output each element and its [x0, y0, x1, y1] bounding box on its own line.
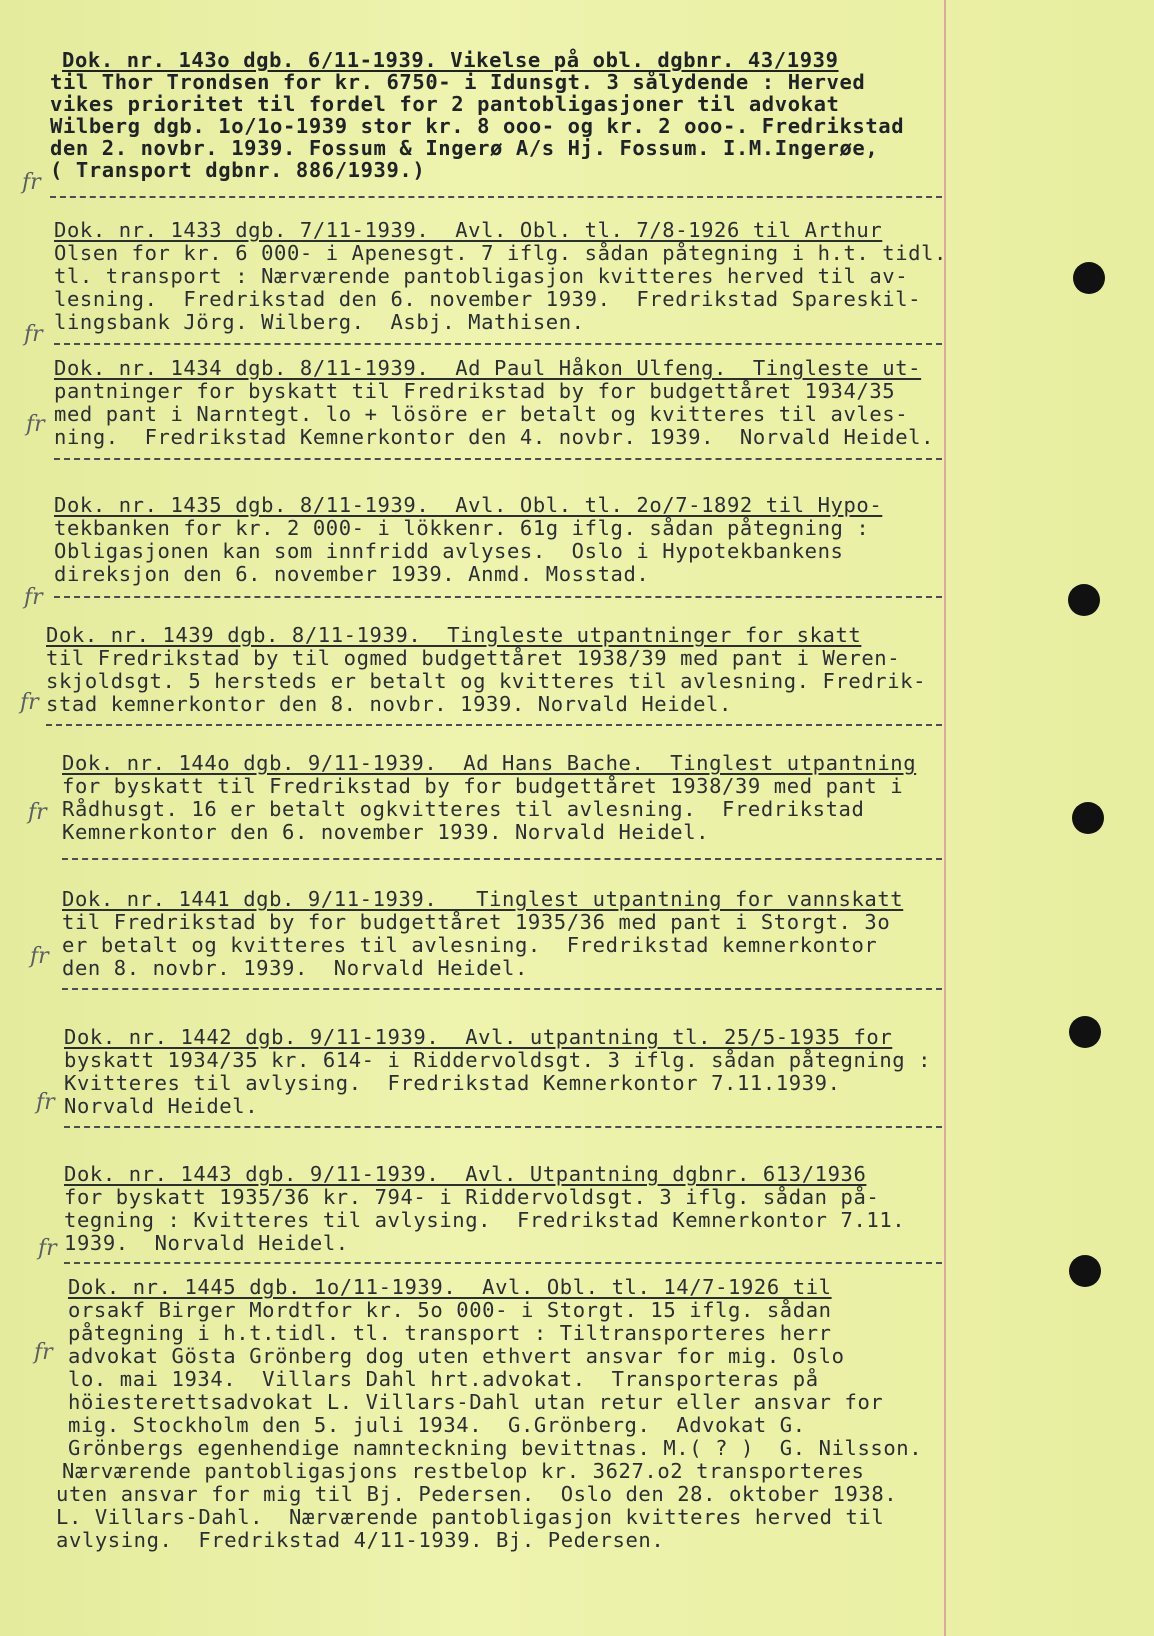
- punch-hole: [1069, 1016, 1101, 1048]
- entry-line: tegning : Kvitteres til avlysing. Fredrikstad Kemnerkontor 7.11.: [64, 1208, 906, 1232]
- entry-line: L. Villars-Dahl. Nærværende pantobligasjon kvitteres herved til: [56, 1505, 885, 1529]
- separator: [54, 343, 942, 345]
- entry-line: stad kemnerkontor den 8. novbr. 1939. Norvald Heidel.: [46, 692, 732, 716]
- punch-hole: [1073, 262, 1105, 294]
- entry-line: Grönbergs egenhendige namnteckning bevittnas. M.( ? ) G. Nilsson.: [68, 1436, 923, 1460]
- entry-line: Rådhusgt. 16 er betalt ogkvitteres til avlesning. Fredrikstad: [62, 797, 865, 821]
- separator: [64, 1126, 942, 1128]
- entry-line: byskatt 1934/35 kr. 614- i Riddervoldsgt. 3 iflg. sådan påtegning :: [64, 1048, 932, 1072]
- margin-initials: fr: [26, 412, 45, 437]
- entry-line: til Fredrikstad by for budgettåret 1935/36 med pant i Storgt. 3o: [62, 910, 891, 934]
- entry-line: 1939. Norvald Heidel.: [64, 1231, 349, 1255]
- entry-line: orsakf Birger Mordtfor kr. 5o 000- i Storgt. 15 iflg. sådan: [68, 1298, 832, 1322]
- separator: [46, 724, 942, 726]
- entry-line: höiesterettsadvokat L. Villars-Dahl utan retur eller ansvar for: [68, 1390, 884, 1414]
- punch-hole: [1068, 584, 1100, 616]
- separator: [50, 196, 942, 198]
- entry-line: Dok. nr. 1445 dgb. 1o/11-1939. Avl. Obl. tl. 14/7-1926 til: [68, 1275, 832, 1299]
- margin-initials: fr: [30, 944, 49, 969]
- margin-initials: fr: [28, 800, 47, 825]
- separator: [62, 858, 942, 860]
- entry-line: til Fredrikstad by til ogmed budgettåret 1938/39 med pant i Weren-: [46, 646, 901, 670]
- entry-line: er betalt og kvitteres til avlesning. Fredrikstad kemnerkontor: [62, 933, 878, 957]
- entry-line: lesning. Fredrikstad den 6. november 1939. Fredrikstad Spareskil-: [54, 287, 922, 311]
- entry-line: tekbanken for kr. 2 000- i lökkenr. 61g iflg. sådan påtegning :: [54, 516, 870, 540]
- entry-line: tl. transport : Nærværende pantobligasjon kvitteres herved til av-: [54, 264, 909, 288]
- entry-line: Dok. nr. 143o dgb. 6/11-1939. Vikelse på obl. dgbnr. 43/1939: [62, 48, 839, 72]
- entry-line: uten ansvar for mig til Bj. Pedersen. Oslo den 28. oktober 1938.: [56, 1482, 898, 1506]
- entry-line: direksjon den 6. november 1939. Anmd. Mosstad.: [54, 562, 650, 586]
- entry-line: Nærværende pantobligasjons restbelop kr. 3627.o2 transporteres: [62, 1459, 865, 1483]
- entry-line: Dok. nr. 1435 dgb. 8/11-1939. Avl. Obl. tl. 2o/7-1892 til Hypo-: [54, 493, 883, 517]
- entry-line: ning. Fredrikstad Kemnerkontor den 4. novbr. 1939. Norvald Heidel.: [54, 425, 935, 449]
- entry-line: med pant i Narntegt. lo + lösöre er betalt og kvitteres til avles-: [54, 402, 909, 426]
- margin-initials: fr: [38, 1236, 57, 1261]
- punch-hole: [1072, 802, 1104, 834]
- entry-line: ( Transport dgbnr. 886/1939.): [50, 158, 426, 182]
- entry-line: for byskatt til Fredrikstad by for budgettåret 1938/39 med pant i: [62, 774, 904, 798]
- margin-initials: fr: [20, 690, 39, 715]
- entry-line: Dok. nr. 1441 dgb. 9/11-1939. Tinglest utpantning for vannskatt: [62, 887, 904, 911]
- margin-initials: fr: [22, 170, 41, 195]
- entry-line: Dok. nr. 1443 dgb. 9/11-1939. Avl. Utpantning dgbnr. 613/1936: [64, 1162, 867, 1186]
- entry-line: Norvald Heidel.: [64, 1094, 259, 1118]
- punch-hole: [1069, 1255, 1101, 1287]
- entry-line: advokat Gösta Grönberg dog uten ethvert ansvar for mig. Oslo: [68, 1344, 845, 1368]
- separator: [64, 1262, 942, 1264]
- entry-line: den 2. novbr. 1939. Fossum & Ingerø A/s Hj. Fossum. I.M.Ingerøe,: [50, 136, 879, 160]
- entry-line: den 8. novbr. 1939. Norvald Heidel.: [62, 956, 528, 980]
- entry-line: Olsen for kr. 6 000- i Apenesgt. 7 iflg. sådan påtegning i h.t. tidl.: [54, 241, 948, 265]
- entry-line: påtegning i h.t.tidl. tl. transport : Tiltransporteres herr: [68, 1321, 832, 1345]
- entry-line: lingsbank Jörg. Wilberg. Asbj. Mathisen.: [54, 310, 585, 334]
- entry-line: vikes prioritet til fordel for 2 pantobligasjoner til advokat: [50, 92, 840, 116]
- entry-line: Dok. nr. 1433 dgb. 7/11-1939. Avl. Obl. tl. 7/8-1926 til Arthur: [54, 218, 883, 242]
- entry-line: avlysing. Fredrikstad 4/11-1939. Bj. Pedersen.: [56, 1528, 665, 1552]
- entry-line: Dok. nr. 1439 dgb. 8/11-1939. Tingleste utpantninger for skatt: [46, 623, 862, 647]
- margin-initials: fr: [36, 1090, 55, 1115]
- separator: [54, 596, 942, 598]
- margin-initials: fr: [24, 585, 43, 610]
- entry-line: skjoldsgt. 5 hersteds er betalt og kvitteres til avlesning. Fredrik-: [46, 669, 927, 693]
- entry-line: Kemnerkontor den 6. november 1939. Norvald Heidel.: [62, 820, 710, 844]
- entry-line: Dok. nr. 1434 dgb. 8/11-1939. Ad Paul Håkon Ulfeng. Tingleste ut-: [54, 356, 922, 380]
- entry-line: lo. mai 1934. Villars Dahl hrt.advokat. Transporteras på: [68, 1367, 819, 1391]
- entry-line: mig. Stockholm den 5. juli 1934. G.Grönberg. Advokat G.: [68, 1413, 806, 1437]
- margin-initials: fr: [24, 322, 43, 347]
- entry-line: Dok. nr. 1442 dgb. 9/11-1939. Avl. utpantning tl. 25/5-1935 for: [64, 1025, 893, 1049]
- separator: [54, 458, 942, 460]
- separator: [62, 988, 942, 990]
- entry-line: Wilberg dgb. 1o/1o-1939 stor kr. 8 ooo- og kr. 2 ooo-. Fredrikstad: [50, 114, 905, 138]
- entry-line: Obligasjonen kan som innfridd avlyses. Oslo i Hypotekbankens: [54, 539, 844, 563]
- entry-line: pantninger for byskatt til Fredrikstad by for budgettåret 1934/35: [54, 379, 896, 403]
- entry-line: Dok. nr. 144o dgb. 9/11-1939. Ad Hans Bache. Tinglest utpantning: [62, 751, 917, 775]
- margin-initials: fr: [34, 1340, 53, 1365]
- entry-line: for byskatt 1935/36 kr. 794- i Riddervoldsgt. 3 iflg. sådan på-: [64, 1185, 880, 1209]
- entry-line: Kvitteres til avlysing. Fredrikstad Kemnerkontor 7.11.1939.: [64, 1071, 841, 1095]
- entry-line: til Thor Trondsen for kr. 6750- i Idunsgt. 3 sålydende : Herved: [50, 70, 866, 94]
